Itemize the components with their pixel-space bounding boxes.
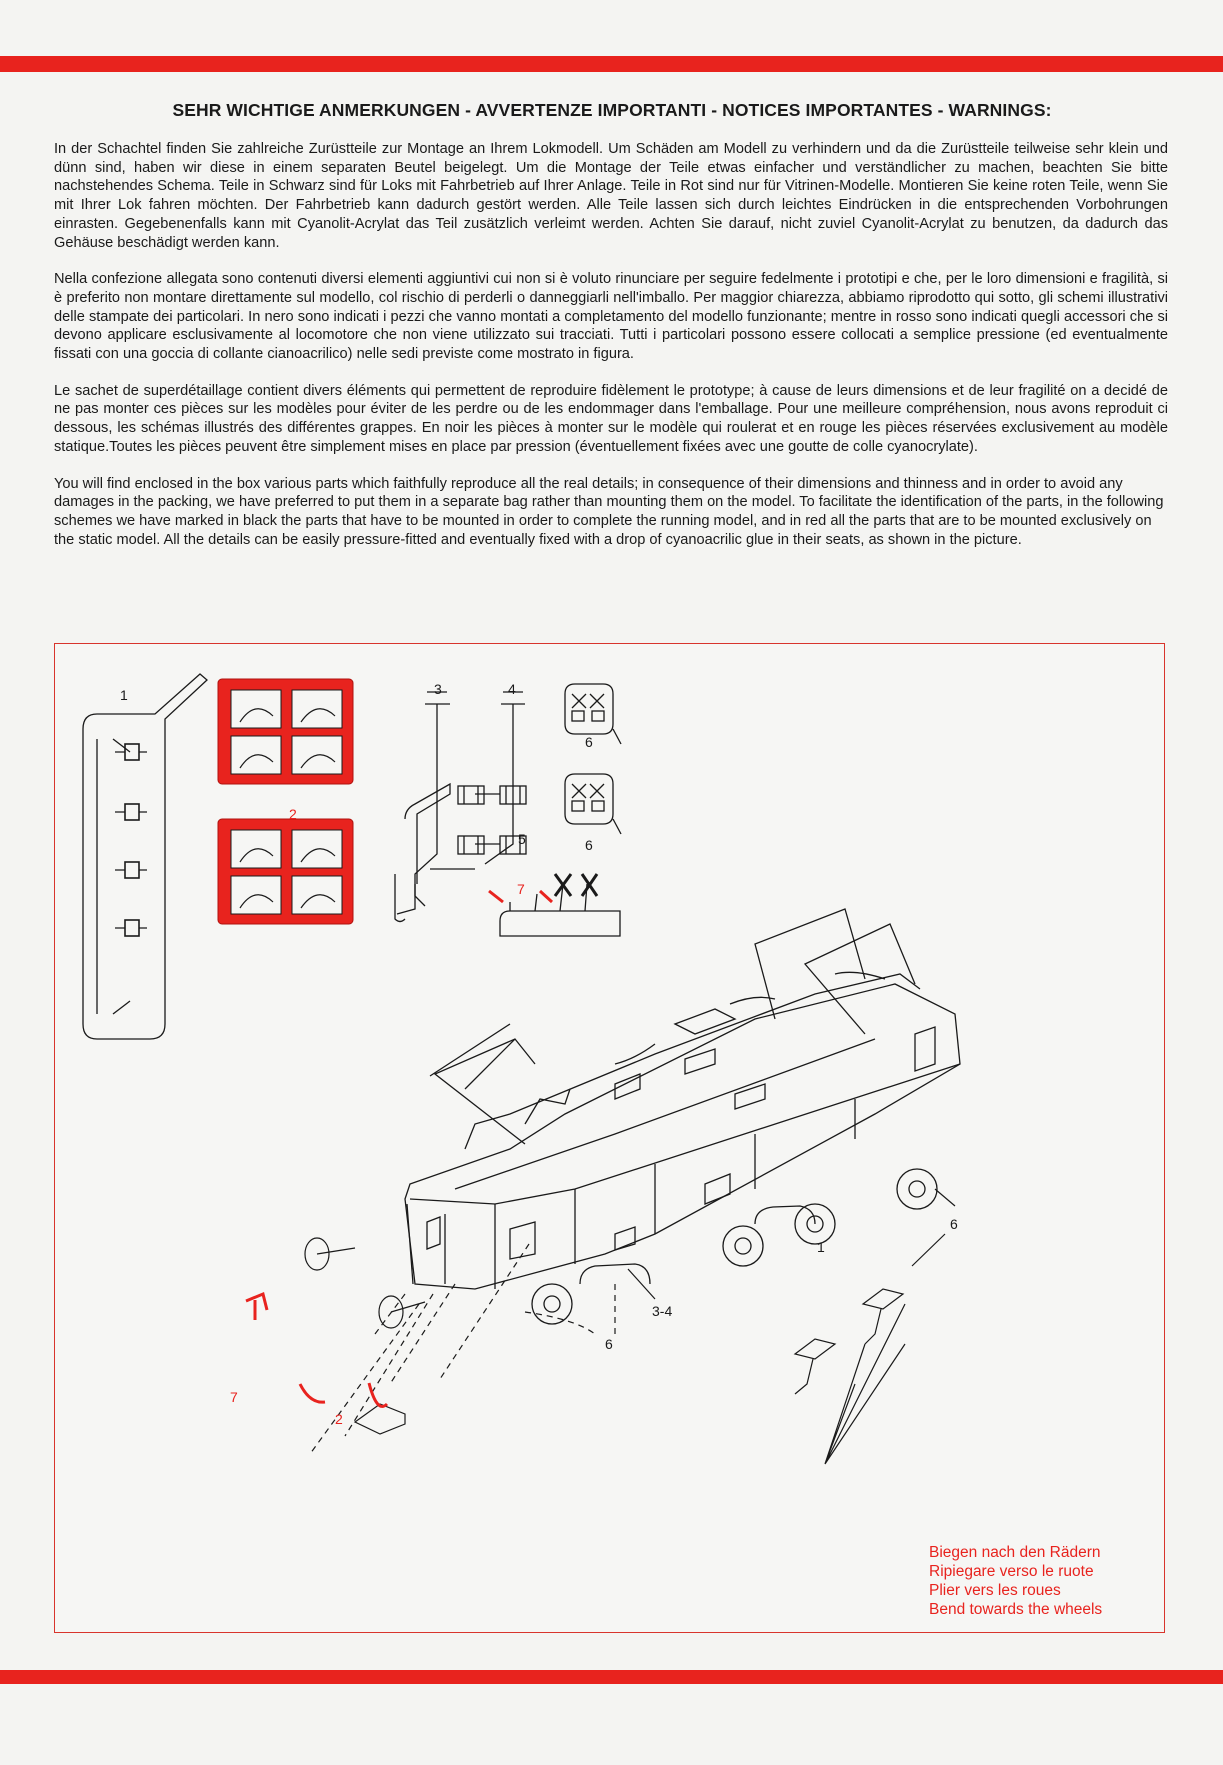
paragraph-english: You will find enclosed in the box various parts which faithfully reproduce all the real details; in consequence of their dimensions and thinness and in order to avoid any damages in the packing, we have preferred to put them in a separate bag rather than mounting them on the model. To facilitate the identification of the parts, in the following schemes we have marked in black the parts that have to be mounted in order to complete the running model, and in red all the parts that are to be mounted exclusively on the static model. All the details can be easily pressure-fitted and eventually fixed with a drop of cyanoacrilic glue in their seats, as shown in the picture. <box>54 475 1164 548</box>
assembly-drawing <box>55 644 1165 1633</box>
page-heading: SEHR WICHTIGE ANMERKUNGEN - AVVERTENZE IMPORTANTI - NOTICES IMPORTANTES - WARNINGS: <box>172 100 1052 120</box>
top-red-band <box>0 56 1223 72</box>
label-part-6-bottom: 6 <box>605 1336 613 1352</box>
caption-italian: Ripiegare verso le ruote <box>929 1563 1094 1580</box>
paragraph-german: In der Schachtel finden Sie zahlreiche Zurüstteile zur Montage an Ihrem Lokmodell. Um Schäden am Modell zu verhindern und da die Zurüstteile teilweise sehr klein und dünn sind, haben wir diese in einem separaten Beutel beigelegt. Um die Montage der Teile etwas einfacher und verständlicher zu machen, beachten Sie bitte nachstehendes Schema. Teile in Schwarz sind für Loks mit Fahrbetrieb auf Ihrer Anlage. Teile in Rot sind nur für Vitrinen-Modelle. Montieren Sie keine roten Teile, wenn Sie mit Ihrer Lok fahren möchten. Der Fahrbetrieb kann dadurch gestört werden. Alle Teile lassen sich durch leichtes Eindrücken in die entsprechenden Vorbohrungen einrasten. Gegebenenfalls kann mit Cyanolit-Acrylat das Teil zusätzlich verleimt werden. Achten Sie darauf, nicht zuviel Cyanolit-Acrylat zu benutzen, da dadurch das Gehäuse beschädigt werden kann. <box>54 141 1168 251</box>
caption-english: Bend towards the wheels <box>929 1601 1103 1618</box>
label-part-3: 3 <box>434 681 442 697</box>
caption-french: Plier vers les roues <box>929 1582 1061 1599</box>
part-6-sprues <box>565 684 621 834</box>
part-1-sprue <box>83 674 207 1039</box>
instructions-text <box>54 140 1168 567</box>
label-part-4: 4 <box>508 681 516 697</box>
part-3-4-sprue <box>395 692 526 922</box>
paragraph-italian: Nella confezione allegata sono contenuti diversi elementi aggiuntivi cui non si è voluto rinunciare per seguire fedelmente i prototipi e che, per le loro dimensioni e fragilità, si è preferito non montare direttamente sul modello, col rischio di perderli o danneggiarli nell'imballo. Per maggior chiarezza, abbiamo riprodotto qui sotto, gli schemi illustrativi delle stampate dei particolari. In nero sono indicati i pezzi che vanno montati a completamento del modello funzionante; mentre in rosso sono indicati quegli accessori che si devono applicare esclusivamente al locomotore che non viene utilizzato sui tracciati. Tutti i particolari possono essere collocati a semplice pressione (ed eventualmente fissati con una goccia di collante cianoacrilico) nelle sedi previste come mostrato in figura. <box>54 271 1168 363</box>
label-part-1: 1 <box>120 687 128 703</box>
label-part-1-static: 1 <box>817 1239 825 1255</box>
label-part-7: 7 <box>517 881 525 897</box>
label-part-3-4: 3-4 <box>652 1303 673 1319</box>
label-part-5: 5 <box>518 831 526 847</box>
label-part-6b: 6 <box>585 837 593 853</box>
assembly-diagram <box>54 643 1165 1633</box>
label-part-6-right: 6 <box>950 1216 958 1232</box>
bend-caption <box>929 1543 1159 1619</box>
locomotive-drawing <box>405 909 960 1324</box>
caption-german: Biegen nach den Rädern <box>929 1544 1101 1561</box>
bottom-red-band <box>0 1670 1223 1684</box>
label-part-2: 2 <box>289 806 297 822</box>
label-part-6a: 6 <box>585 734 593 750</box>
label-part-7-static: 7 <box>230 1389 238 1405</box>
paragraph-french: Le sachet de superdétaillage contient divers éléments qui permettent de reproduire fidèlement le prototype; à cause de leurs dimensions et de leur fragilité on a decidé de ne pas monter ces pièces sur les modèles pour éviter de les perdre ou de les endommager dans l'emballage. Pour une meilleure compréhension, nous avons reproduit ci dessous, les schémas illustrés des différentes grappes. En noir les pièces à monter sur le modèle qui roulerat et en rouge les pièces réservées exclusivement au modèle statique.Toutes les pièces peuvent être simplement mises en place par pression (éventuellement fixées avec une goutte de colle cyanocrylate). <box>54 382 1168 455</box>
label-part-2-static: 2 <box>335 1411 343 1427</box>
